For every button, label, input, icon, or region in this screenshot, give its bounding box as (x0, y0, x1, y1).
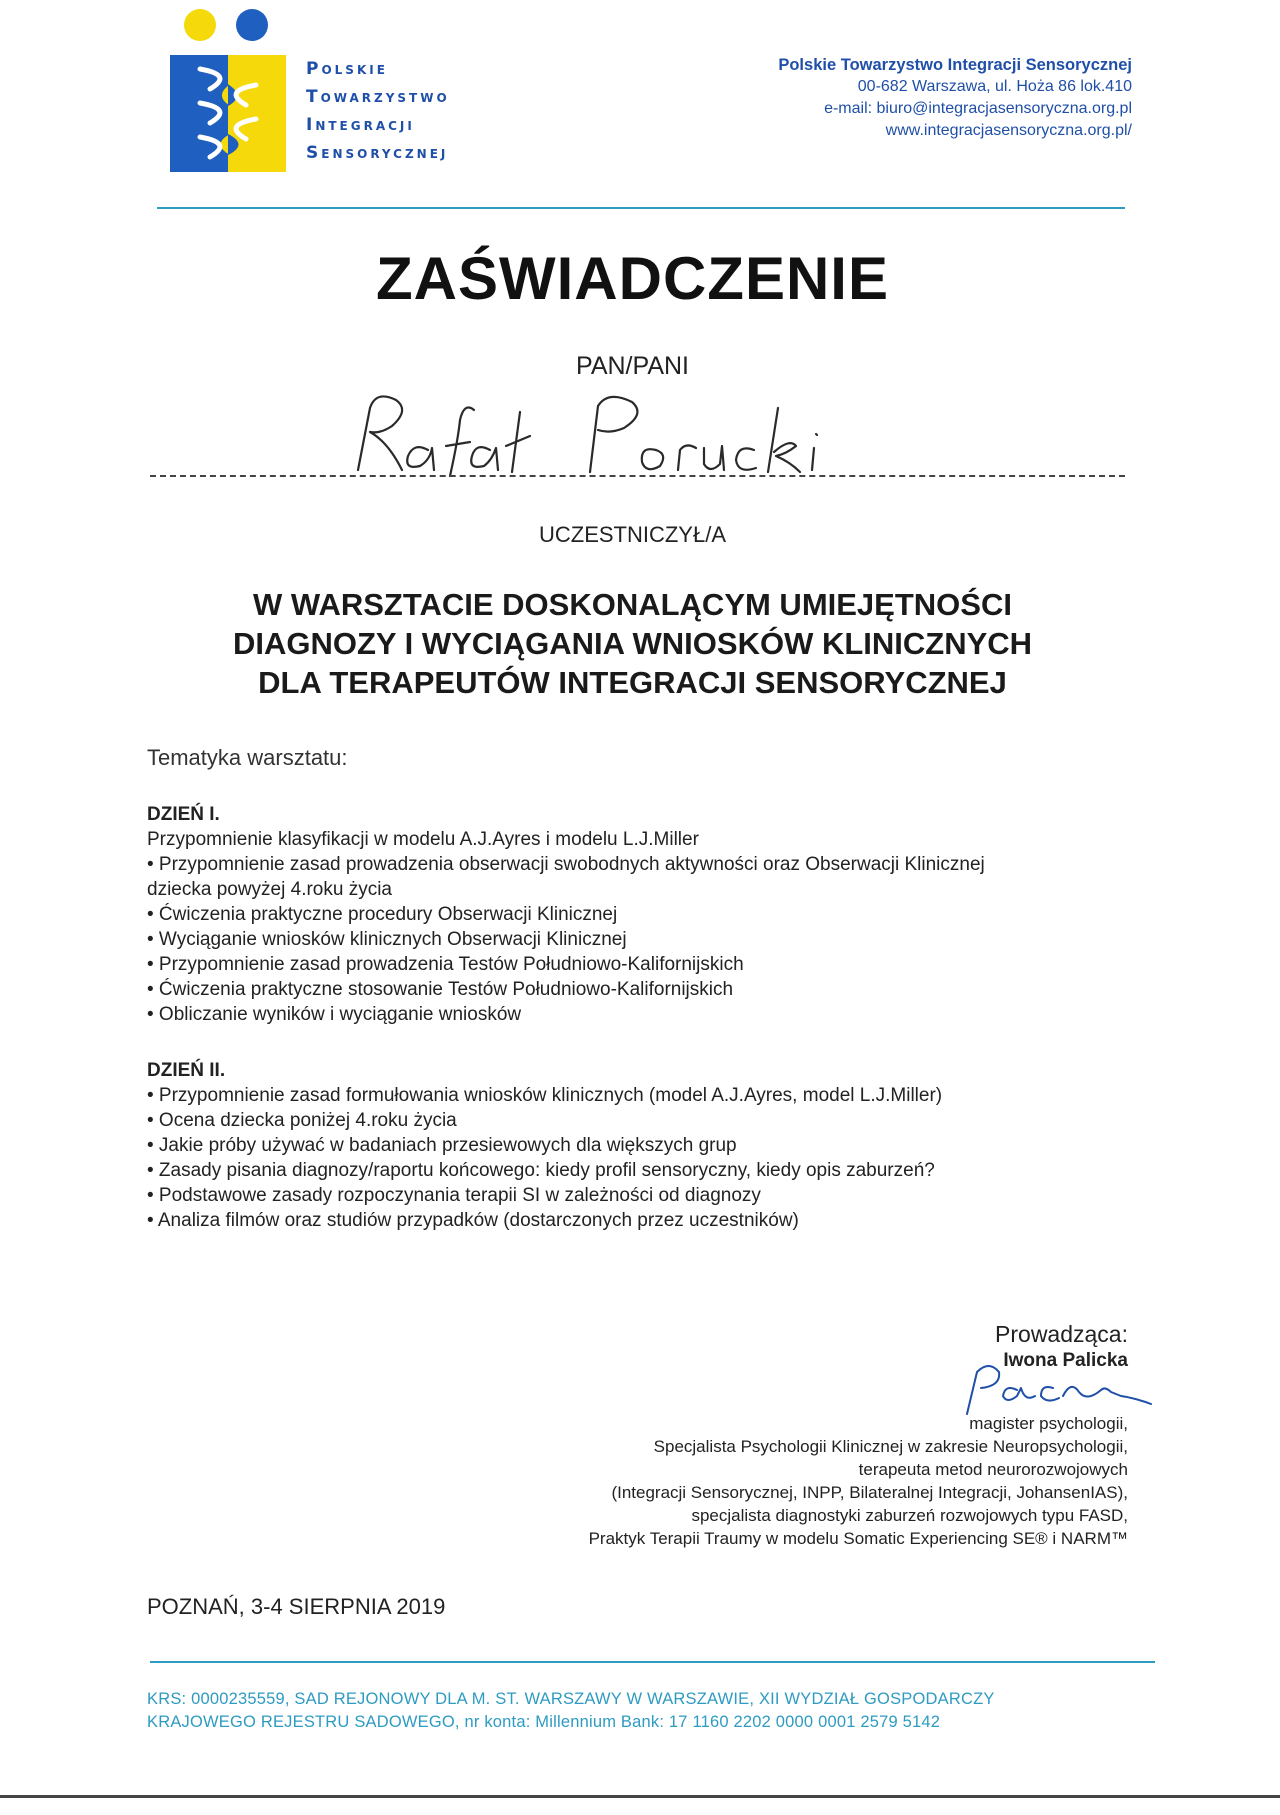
logo-mark-icon (170, 5, 300, 180)
salutation: PAN/PANI (576, 352, 689, 380)
leader-signature (955, 1358, 1155, 1418)
list-item: Przypomnienie klasyfikacji w modelu A.J.Ayres i modelu L.J.Miller (147, 829, 699, 850)
day-1-heading: DZIEŃ I. (147, 804, 220, 825)
contact-org-name: Polskie Towarzystwo Integracji Sensorycznej (778, 56, 1132, 74)
logo-wordmark (306, 55, 546, 167)
leader-credential: terapeuta metod neurorozwojowych (858, 1460, 1128, 1479)
footer-line-2: KRAJOWEGO REJESTRU SADOWEGO, nr konta: Millennium Bank: 17 1160 2202 0000 0001 2579 5142 (147, 1713, 941, 1731)
contact-website: www.integracjasensoryczna.org.pl/ (885, 122, 1132, 139)
leader-block (428, 1320, 1128, 1550)
place-and-date: POZNAŃ, 3-4 SIERPNIA 2019 (147, 1594, 446, 1619)
contact-address: 00-682 Warszawa, ul. Hoża 86 lok.410 (857, 78, 1132, 95)
leader-credential: (Integracji Sensorycznej, INPP, Bilateralnej Integracji, JohansenIAS), (611, 1483, 1128, 1502)
list-item: • Analiza filmów oraz studiów przypadków (dostarczonych przez uczestników) (147, 1210, 799, 1231)
day-2-heading: DZIEŃ II. (147, 1060, 226, 1081)
day-2-topics (147, 1083, 1147, 1233)
logo-line-2: Towarzystwo (306, 87, 450, 107)
list-item: • Przypomnienie zasad prowadzenia Testów Południowo-Kalifornijskich (147, 954, 744, 975)
workshop-title-line-2: DIAGNOZY I WYCIĄGANIA WNIOSKÓW KLINICZNYCH (232, 626, 1033, 661)
leader-role: Prowadząca: (995, 1321, 1128, 1347)
contact-email: e-mail: biuro@integracjasensoryczna.org.pl (824, 100, 1132, 117)
document-title: ZAŚWIADCZENIE (376, 245, 889, 312)
day-2-section (147, 1058, 1147, 1233)
list-item: • Zasady pisania diagnozy/raportu końcowego: kiedy profil sensoryczny, kiedy opis zaburzeń? (147, 1160, 935, 1181)
leader-credential: Specjalista Psychologii Klinicznej w zakresie Neuropsychologii, (653, 1437, 1128, 1456)
topics-label: Tematyka warsztatu: (147, 745, 348, 770)
list-item: dziecka powyżej 4.roku życia (147, 879, 392, 900)
scan-bottom-edge (0, 1795, 1280, 1798)
logo-line-1: Polskie (306, 59, 388, 79)
list-item: • Podstawowe zasady rozpoczynania terapii SI w zależności od diagnozy (147, 1185, 761, 1206)
footer-line-1: KRS: 0000235559, SAD REJONOWY DLA M. ST. WARSZAWY W WARSZAWIE, XII WYDZIAŁ GOSPODARCZY (147, 1690, 995, 1708)
name-dotted-line (150, 475, 1125, 477)
logo-line-4: Sensorycznej (306, 143, 449, 163)
header-divider (157, 207, 1125, 209)
day-1-section (147, 802, 1147, 1027)
footer-divider (150, 1661, 1155, 1663)
participant-name-handwriting (340, 380, 860, 490)
contact-block (672, 54, 1132, 142)
list-item: • Obliczanie wyników i wyciąganie wniosków (147, 1004, 522, 1025)
list-item: • Przypomnienie zasad formułowania wniosków klinicznych (model A.J.Ayres, model L.J.Miller) (147, 1085, 943, 1106)
workshop-title-line-1: W WARSZTACIE DOSKONALĄCYM UMIEJĘTNOŚCI (253, 587, 1012, 622)
logo-line-3: Integracji (306, 115, 415, 135)
list-item: • Wyciąganie wniosków klinicznych Obserwacji Klinicznej (147, 929, 627, 950)
registry-footer (147, 1688, 1157, 1734)
workshop-title-line-3: DLA TERAPEUTÓW INTEGRACJI SENSORYCZNEJ (258, 665, 1007, 700)
list-item: • Ocena dziecka poniżej 4.roku życia (147, 1110, 457, 1131)
leader-credential: Praktyk Terapii Traumy w modelu Somatic Experiencing SE® i NARM™ (588, 1529, 1128, 1548)
participated-label: UCZESTNICZYŁ/A (538, 522, 727, 547)
day-1-topics (147, 827, 1147, 1027)
list-item: • Przypomnienie zasad prowadzenia obserwacji swobodnych aktywności oraz Obserwacji Klinicznej (147, 854, 985, 875)
list-item: • Ćwiczenia praktyczne stosowanie Testów Południowo-Kalifornijskich (147, 979, 734, 1000)
list-item: • Ćwiczenia praktyczne procedury Obserwacji Klinicznej (147, 904, 618, 925)
leader-name: Iwona Palicka (1003, 1350, 1128, 1371)
workshop-title (0, 585, 1265, 702)
society-logo (170, 5, 530, 180)
list-item: • Jakie próby używać w badaniach przesiewowych dla większych grup (147, 1135, 737, 1156)
leader-credential: specjalista diagnostyki zaburzeń rozwojowych typu FASD, (691, 1506, 1128, 1525)
leader-credential: magister psychologii, (969, 1414, 1128, 1433)
